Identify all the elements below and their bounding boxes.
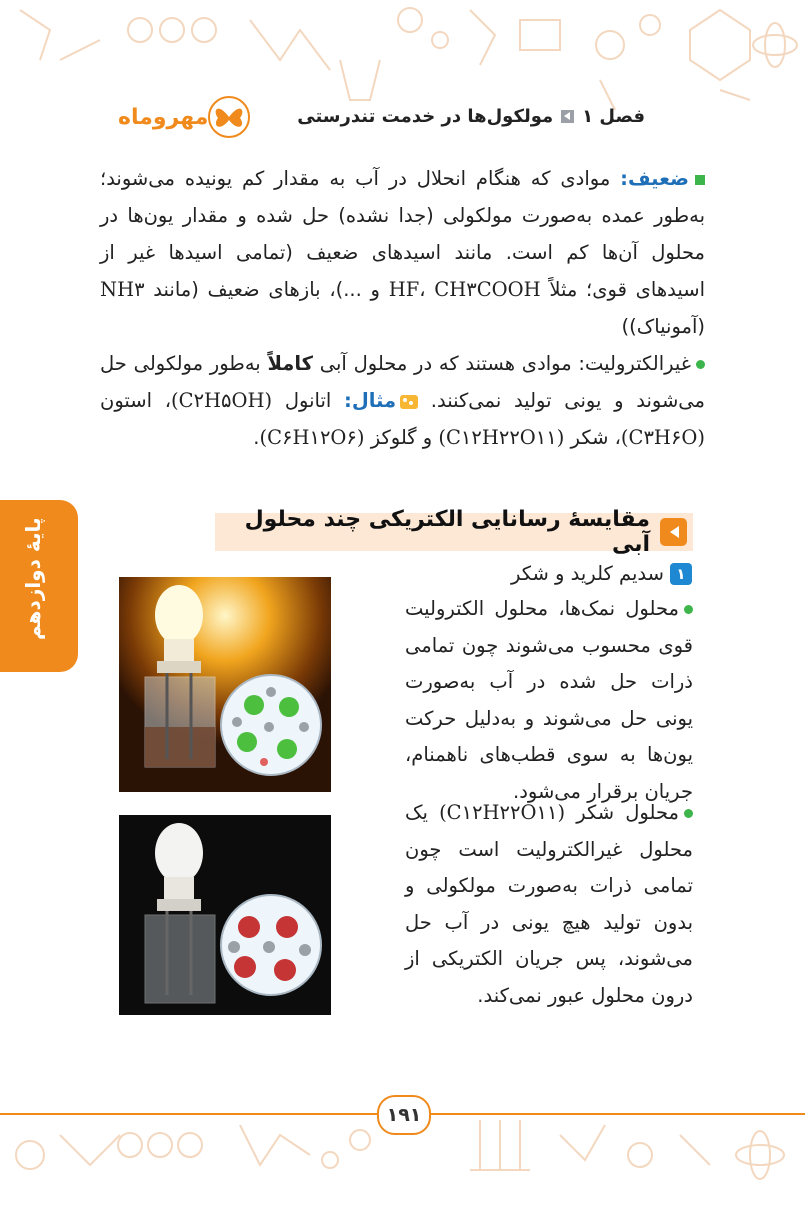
page-header <box>0 92 805 147</box>
section-title-text: مقایسهٔ رسانایی الکتریکی چند محلول آبی <box>244 507 650 557</box>
weak-text: موادی که هنگام انحلال در آب به مقدار کم یونیده می‌شوند؛ به‌طور عمده به‌صورت مولکولی (جدا نشده) حل شده و مقدار یون‌ها در محلول آن‌ها کم است. مانند اسیدهای ضعیف (تمامی اسیدها غیر از اسیدهای قوی؛ مثلاً <box>100 167 705 301</box>
section-title <box>215 507 693 557</box>
formula-hf: HF <box>388 278 420 301</box>
sugar-solution-bulb-image <box>119 815 331 1015</box>
formula-sugar: (C۱۲H۲۲O۱۱) <box>438 426 565 449</box>
butterfly-icon <box>208 96 250 138</box>
example-label: مثال: <box>344 389 397 412</box>
chapter-number: فصل ۱ <box>582 106 645 127</box>
brand-name: مهروماه <box>118 104 209 130</box>
formula-ammonia: NH۳ <box>100 278 145 301</box>
number-badge: ۱ <box>670 563 692 585</box>
paragraph-nonelectrolyte <box>100 345 705 456</box>
separator: ، <box>419 278 435 301</box>
arrow-left-icon <box>660 518 687 546</box>
grade-side-tab <box>0 500 78 672</box>
salt-solution-text: محلول نمک‌ها، محلول الکترولیت قوی محسوب می‌شوند چون تمامی ذرات حل شده در آب به‌صورت یونی حل می‌شوند و به‌دلیل حرکت یون‌ها به سوی قطب‌های ناهمنام، جریان برقرار می‌شود. <box>405 597 693 803</box>
salt-solution-bulb-image <box>119 577 331 792</box>
term-weak: ضعیف: <box>620 167 689 190</box>
nonelectrolyte-text-3: اتانول <box>272 389 345 412</box>
chapter-heading <box>297 106 645 127</box>
grade-label: پایهٔ دوازدهم <box>21 517 45 640</box>
nonelectrolyte-text-1: غیرالکترولیت: موادی هستند که در محلول آبی <box>313 352 692 375</box>
page-number: ۱۹۱ <box>377 1095 431 1135</box>
weak-text-3: (آمونیاک)) <box>621 315 705 338</box>
sugar-solution-description <box>405 795 693 1014</box>
chevron-left-icon <box>561 110 574 123</box>
nonelectrolyte-text-4: ، استون <box>100 389 172 412</box>
dot-bullet-icon <box>696 360 705 369</box>
square-bullet-icon <box>695 175 705 185</box>
sugar-text-1: محلول شکر <box>565 801 679 824</box>
nonelectrolyte-text-7: . <box>253 426 260 449</box>
emphasis-completely: کاملاً <box>267 352 313 375</box>
formula-glucose: (C۶H۱۲O۶) <box>259 426 365 449</box>
sugar-text-2: یک محلول غیرالکترولیت است چون تمامی ذرات به‌صورت مولکولی و بدون تولید هیچ یونی در آب حل می‌شوند، پس جریان الکتریکی از درون محلول عبور نمی‌کند. <box>405 801 693 1007</box>
brand-logo <box>112 96 250 138</box>
formula-acetic-acid: CH۳COOH <box>434 278 541 301</box>
dot-bullet-icon <box>684 809 693 818</box>
salt-solution-description <box>405 591 693 810</box>
formula-acetone: (C۳H۶O) <box>620 426 705 449</box>
formula-ethanol: (C۲H۵OH) <box>171 389 273 412</box>
formula-sucrose: (C۱۲H۲۲O۱۱) <box>439 801 566 824</box>
chapter-title: مولکول‌ها در خدمت تندرستی <box>297 106 554 127</box>
dot-bullet-icon <box>684 605 693 614</box>
subheading <box>511 562 692 585</box>
weak-text-2: و ...)، بازهای ضعیف (مانند <box>144 278 389 301</box>
nonelectrolyte-text-6: و گلوکز <box>364 426 439 449</box>
nonelectrolyte-text-5: ، شکر <box>564 426 621 449</box>
subheading-text: سدیم کلرید و شکر <box>510 562 664 585</box>
nonelectrolyte-text-2: به‌طور مولکولی حل می‌شوند و یونی تولید نمی‌کنند. <box>100 352 705 412</box>
example-icon <box>400 395 418 409</box>
paragraph-weak-electrolyte <box>100 160 705 345</box>
